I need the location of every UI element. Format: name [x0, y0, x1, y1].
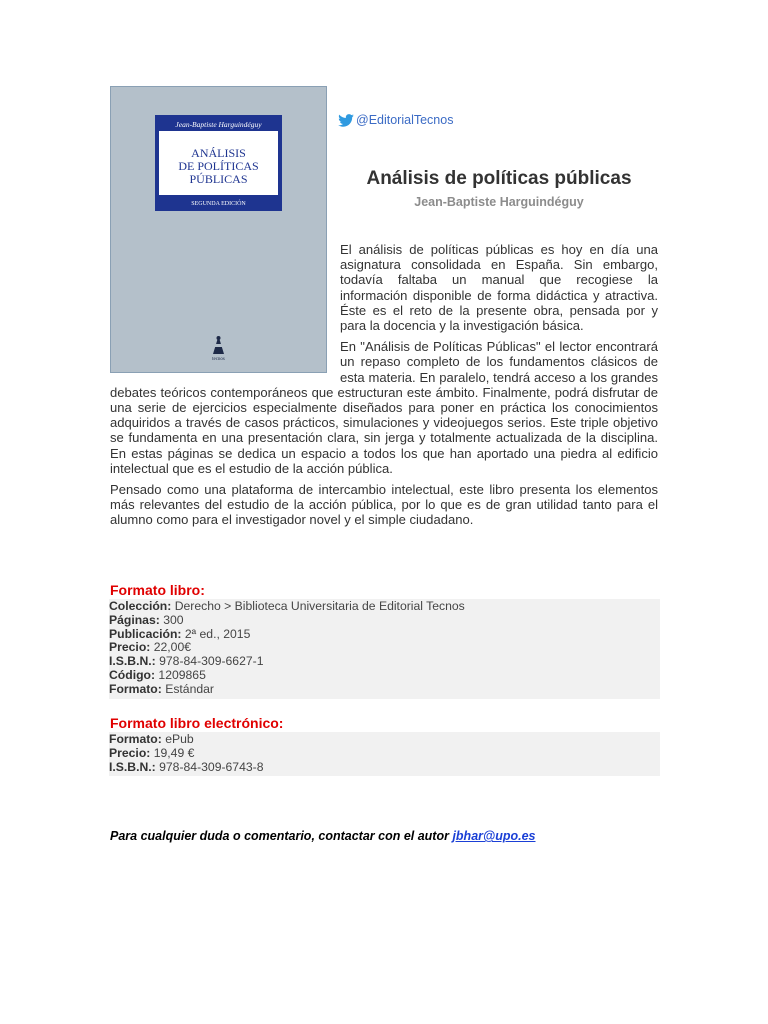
print-format-details: [109, 599, 660, 699]
ebook-format-details: [109, 732, 660, 776]
publisher-logo-text: tecnos: [212, 357, 225, 362]
print-format-heading: Formato libro:: [110, 582, 205, 598]
ebook-format-heading: Formato libro electrónico:: [110, 715, 284, 731]
ebook-row-isbn: I.S.B.N.: 978-84-309-6743-8: [109, 759, 264, 774]
book-title: Análisis de políticas públicas: [366, 168, 632, 189]
description-paragraph: En "Análisis de Políticas Públicas" el lector encontrará un repaso completo de los fundamentos clásicos de esta materia. En paralelo, tendrá acceso a los grandes debates teóricos contemporáneos que estructuran este ámbito. Finalmente, podrá disfrutar de una serie de ejercicios especialmente diseñados para poner en práctica los conocimientos adquiridos a través de casos prácticos, simulaciones y videojuegos serios. Este triple objetivo se fundamenta en una presentación clara, sin jerga y totalmente actualizada de la disciplina. En estas páginas se dedica un espacio a todos los que han aportado una piedra al edificio intelectual que es el estudio de la acción pública.: [110, 339, 658, 476]
description-paragraph: El análisis de políticas públicas es hoy en día una asignatura consolidada en España. Sin embargo, todavía faltaba un manual que recogiese la información disponible de forma didáctica y atractiva. Éste es el reto de la presente obra, pensada por y para la docencia y la investigación básica.: [340, 242, 658, 334]
detail-row-paginas: Páginas: 300: [109, 612, 184, 627]
ebook-row-formato: Formato: ePub: [109, 732, 194, 746]
detail-row-coleccion: Colección: Derecho > Biblioteca Universitaria de Editorial Tecnos: [109, 599, 465, 613]
book-description: [110, 242, 658, 534]
cover-author: Jean-Baptiste Harguindéguy: [175, 120, 262, 129]
twitter-bird-icon: [338, 114, 354, 127]
twitter-handle-link[interactable]: [338, 113, 453, 127]
detail-row-formato: Formato: Estándar: [109, 681, 214, 696]
cover-title-line-3: PÚBLICAS: [189, 172, 248, 186]
ebook-row-precio: Precio: 19,49 €: [109, 745, 195, 760]
cover-title-line-2: DE POLÍTICAS: [178, 159, 259, 173]
book-author: Jean-Baptiste Harguindéguy: [414, 195, 584, 209]
detail-row-precio: Precio: 22,00€: [109, 640, 191, 655]
contact-text: Para cualquier duda o comentario, contactar con el autor: [110, 829, 453, 843]
detail-row-publicacion: Publicación: 2ª ed., 2015: [109, 626, 251, 641]
cover-edition: SEGUNDA EDICIÓN: [191, 201, 246, 207]
detail-row-codigo: Código: 1209865: [109, 667, 206, 682]
contact-note: [110, 829, 670, 843]
twitter-handle-text: @EditorialTecnos: [356, 113, 454, 127]
description-paragraph: Pensado como una plataforma de intercambio intelectual, este libro presenta los elementos más relevantes del estudio de la acción pública, por lo que es de gran utilidad tanto para el alumno como para el investigador novel y el simple ciudadano.: [110, 482, 658, 528]
author-email-link[interactable]: jbhar@upo.es: [452, 829, 536, 843]
cover-title-line-1: ANÁLISIS: [191, 146, 246, 160]
detail-row-isbn: I.S.B.N.: 978-84-309-6627-1: [109, 654, 264, 669]
